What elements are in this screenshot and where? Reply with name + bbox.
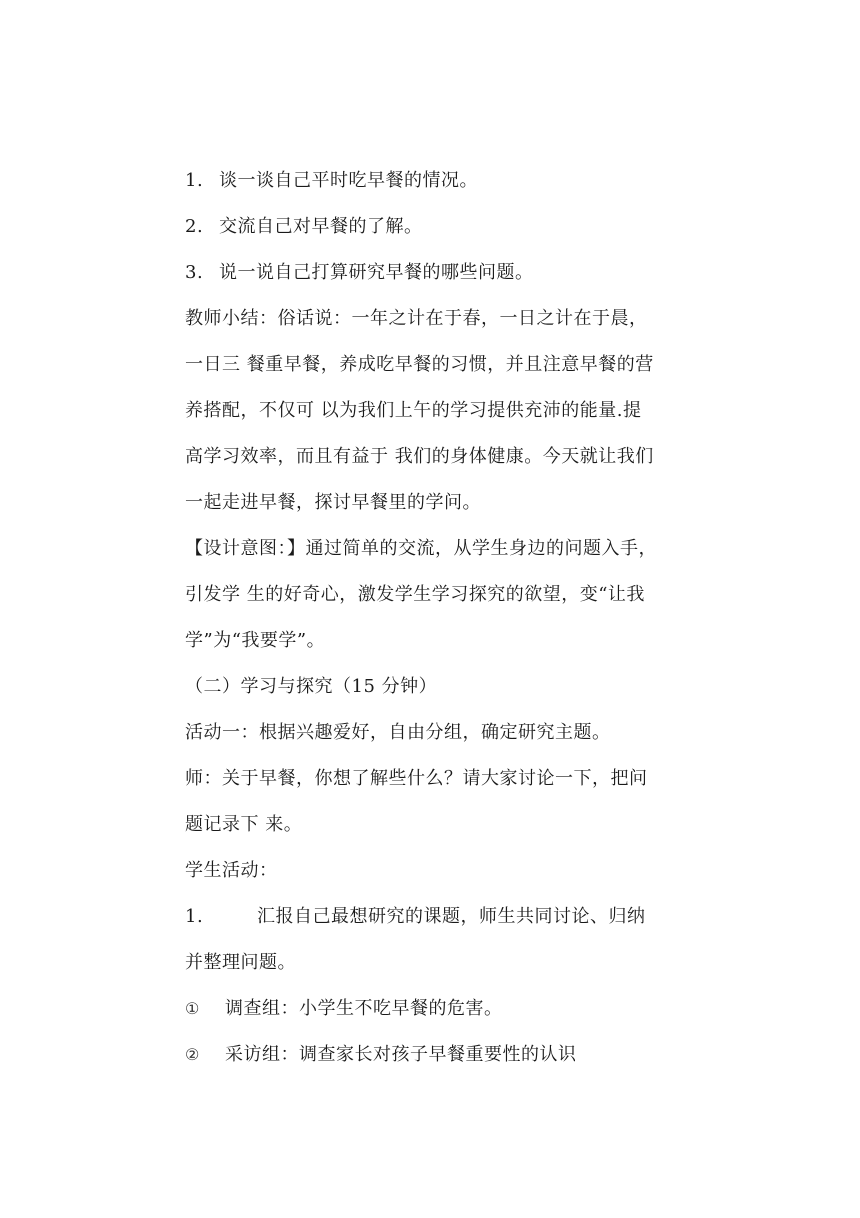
list-number: 3. (185, 262, 204, 283)
section-heading: （二）学习与探究（15 分钟） (185, 676, 438, 697)
teacher-line-1: 师：关于早餐，你想了解些什么？请大家讨论一下，把问 (185, 768, 648, 789)
intent-line-3: 学”为“我要学”。 (185, 630, 326, 651)
intent-line-1: 【设计意图：】通过简单的交流，从学生身边的问题入手， (185, 538, 657, 559)
list-number: 1. (185, 170, 204, 191)
list-text: 交流自己对早餐的了解。 (219, 216, 423, 237)
list-item-2 (185, 208, 680, 245)
list-text: 汇报自己最想研究的课题，师生共同讨论、归纳 (257, 906, 646, 927)
list-text: 谈一谈自己平时吃早餐的情况。 (219, 170, 478, 191)
document-body (185, 162, 680, 1073)
group-text: 调查组：小学生不吃早餐的危害。 (225, 998, 503, 1019)
group-item-1 (185, 990, 680, 1027)
list-number: 2. (185, 216, 204, 237)
student-activity-label: 学生活动： (185, 860, 278, 881)
summary-line-5: 一起走进早餐，探讨早餐里的学问。 (185, 492, 481, 513)
summary-line-1: 教师小结：俗话说：一年之计在于春，一日之计在于晨， (185, 308, 648, 329)
intent-line-2: 引发学 生的好奇心，激发学生学习探究的欲望，变“让我 (185, 584, 645, 605)
circled-number: ① (185, 999, 200, 1018)
summary-line-3: 养搭配，不仅可 以为我们上午的学习提供充沛的能量.提 (185, 400, 642, 421)
list-number: 1. (185, 906, 204, 927)
teacher-line-2: 题记录下 来。 (185, 814, 303, 835)
summary-line-4: 高学习效率，而且有益于 我们的身体健康。今天就让我们 (185, 446, 654, 467)
activity-line: 活动一：根据兴趣爱好，自由分组，确定研究主题。 (185, 722, 611, 743)
group-text: 采访组：调查家长对孩子早餐重要性的认识 (225, 1044, 577, 1065)
student-activity-item-1-cont: 并整理问题。 (185, 952, 296, 973)
list-item-3 (185, 254, 680, 291)
list-item-1 (185, 162, 680, 199)
list-text: 说一说自己打算研究早餐的哪些问题。 (219, 262, 534, 283)
student-activity-item-1 (185, 898, 680, 935)
group-item-2 (185, 1036, 680, 1073)
summary-line-2: 一日三 餐重早餐，养成吃早餐的习惯，并且注意早餐的营 (185, 354, 654, 375)
circled-number: ② (185, 1045, 200, 1064)
